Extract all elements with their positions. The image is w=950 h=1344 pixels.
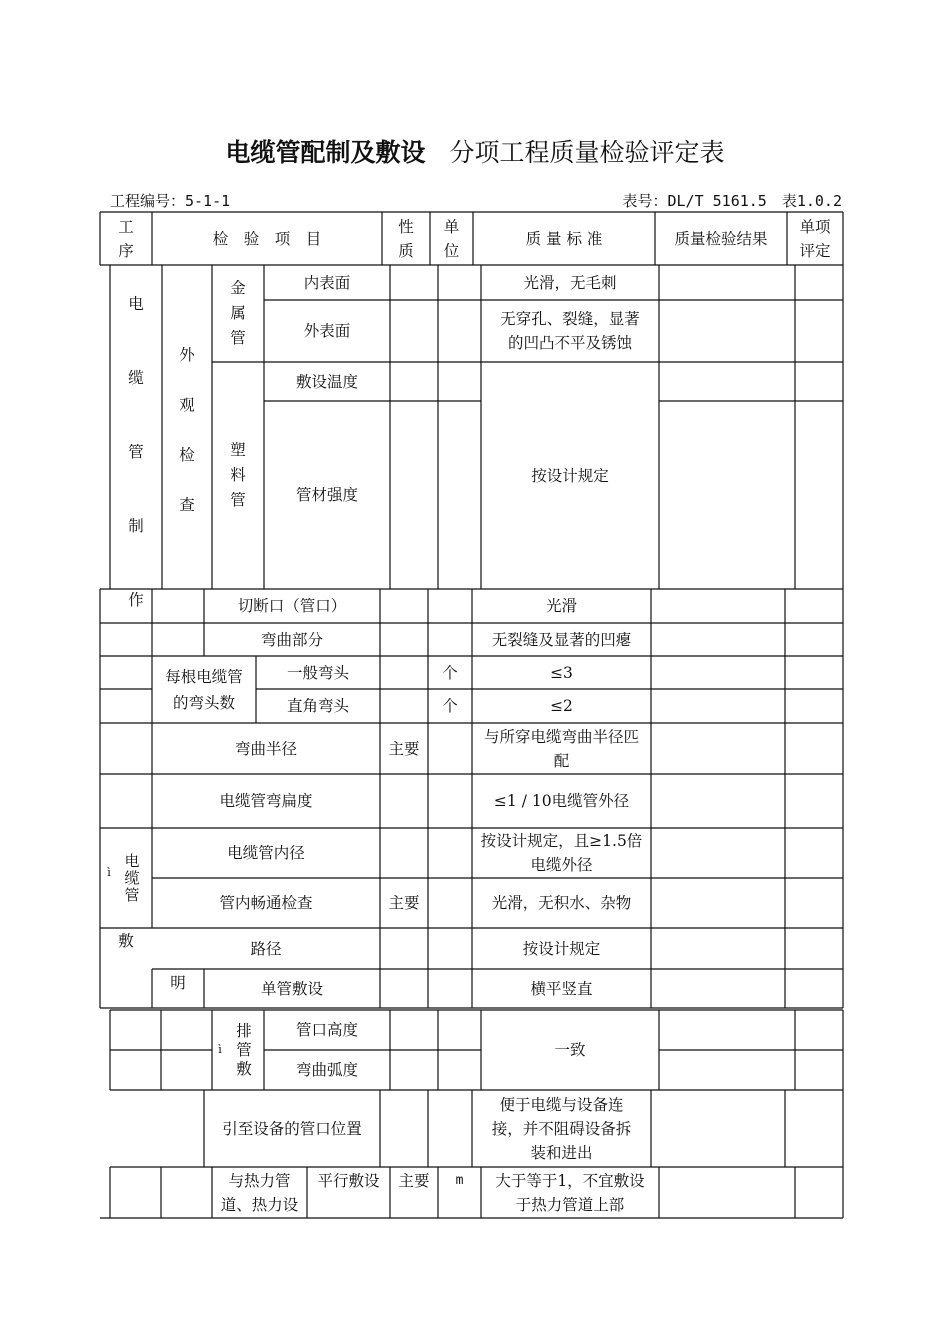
outer-surface-standard: 无穿孔、裂缝，显著的凹凸不平及锈蚀 <box>500 310 640 352</box>
heat-row-nature: 主要 <box>398 1171 430 1190</box>
header-item: 检 验 项 目 <box>212 229 322 248</box>
right-bend-standard: ≤2 <box>550 697 573 715</box>
pipe-strength-item: 管材强度 <box>295 486 358 504</box>
mouth-height-item: 管口高度 <box>295 1021 358 1039</box>
cut-mouth-item: 切断口（管口） <box>237 597 347 615</box>
left-mark-a: ì <box>107 866 111 879</box>
header-eval: 单项评定 <box>799 217 831 260</box>
bend-radius-standard: 与所穿电缆弯曲半径匹配 <box>483 727 639 770</box>
heat-pipe-group: 与热力管道、热力设 <box>220 1171 299 1214</box>
project-number: 工程编号：5-1-1 <box>110 192 231 210</box>
right-bend-item: 直角弯头 <box>286 697 349 715</box>
bend-radius-nature: 主要 <box>388 739 420 758</box>
heat-row-unit: m <box>455 1172 464 1188</box>
smooth-check-standard: 光滑，无积水、杂物 <box>491 894 632 912</box>
route-item: 路径 <box>250 939 282 958</box>
to-device-item: 引至设备的管口位置 <box>222 1119 362 1138</box>
single-lay-item: 单管敷设 <box>260 979 323 998</box>
group-per-pipe-bends: 每根电缆管的弯头数 <box>165 667 243 712</box>
route-standard: 按设计规定 <box>522 939 601 958</box>
inner-dia-standard: 按设计规定，且≥1.5倍电缆外径 <box>480 832 643 874</box>
normal-bend-item: 一般弯头 <box>286 663 349 682</box>
single-lay-standard: 横平竖直 <box>530 979 593 998</box>
lay-temp-item: 敷设温度 <box>295 372 358 391</box>
plastic-standard: 按设计规定 <box>531 466 609 485</box>
group-ming: 明 <box>170 974 186 992</box>
inner-dia-item: 电缆管内径 <box>227 844 305 862</box>
group-metal-pipe: 金属管 <box>230 279 246 347</box>
header-process: 工序 <box>118 217 134 260</box>
group-pai-guan-fu: 排管敷 <box>236 1021 252 1078</box>
group-lay: 敷 <box>118 932 134 950</box>
smooth-check-nature: 主要 <box>388 894 420 912</box>
flatness-item: 电缆管弯扁度 <box>219 792 313 810</box>
flatness-standard: ≤1 / 10电缆管外径 <box>493 792 630 810</box>
table-number: 表号：DL/T 5161.5 表1.0.2 <box>622 192 842 210</box>
header-nature: 性质 <box>398 217 414 260</box>
title-bold: 电缆管配制及敷设 <box>225 138 426 167</box>
header-unit: 单位 <box>443 217 460 260</box>
group-cable-pipe-vertical: 电缆管 <box>124 851 140 904</box>
outer-surface-item: 外表面 <box>303 322 351 340</box>
normal-bend-unit: 个 <box>442 663 458 682</box>
bend-part-standard: 无裂缝及显著的凹瘪 <box>491 630 632 649</box>
header-standard: 质 量 标 准 <box>525 229 603 248</box>
heat-row-standard: 大于等于1，不宜敷设于热力管道上部 <box>495 1171 645 1214</box>
inner-surface-standard: 光滑，无毛刺 <box>523 273 617 292</box>
right-bend-unit: 个 <box>442 697 458 715</box>
title-normal: 分项工程质量检验评定表 <box>449 138 725 167</box>
bend-arc-item: 弯曲弧度 <box>295 1061 358 1079</box>
smooth-check-item: 管内畅通检查 <box>219 894 313 912</box>
inner-surface-item: 内表面 <box>303 273 351 292</box>
normal-bend-standard: ≤3 <box>550 663 573 682</box>
parallel-lay-item: 平行敷设 <box>317 1171 380 1190</box>
header-result: 质量检验结果 <box>674 229 768 248</box>
group-plastic-pipe: 塑料管 <box>230 441 246 509</box>
to-device-standard: 便于电缆与设备连接，并不阻碍设备拆装和进出 <box>491 1095 632 1162</box>
bend-radius-item: 弯曲半径 <box>234 739 297 758</box>
group-appearance: 外观检查 <box>179 346 195 514</box>
group-cable-pipe-make: 电缆管制作 <box>128 295 144 609</box>
bend-part-item: 弯曲部分 <box>260 630 323 649</box>
consistent-standard: 一致 <box>554 1041 586 1059</box>
cut-mouth-standard: 光滑 <box>545 597 577 615</box>
left-mark-b: ì <box>218 1043 222 1056</box>
